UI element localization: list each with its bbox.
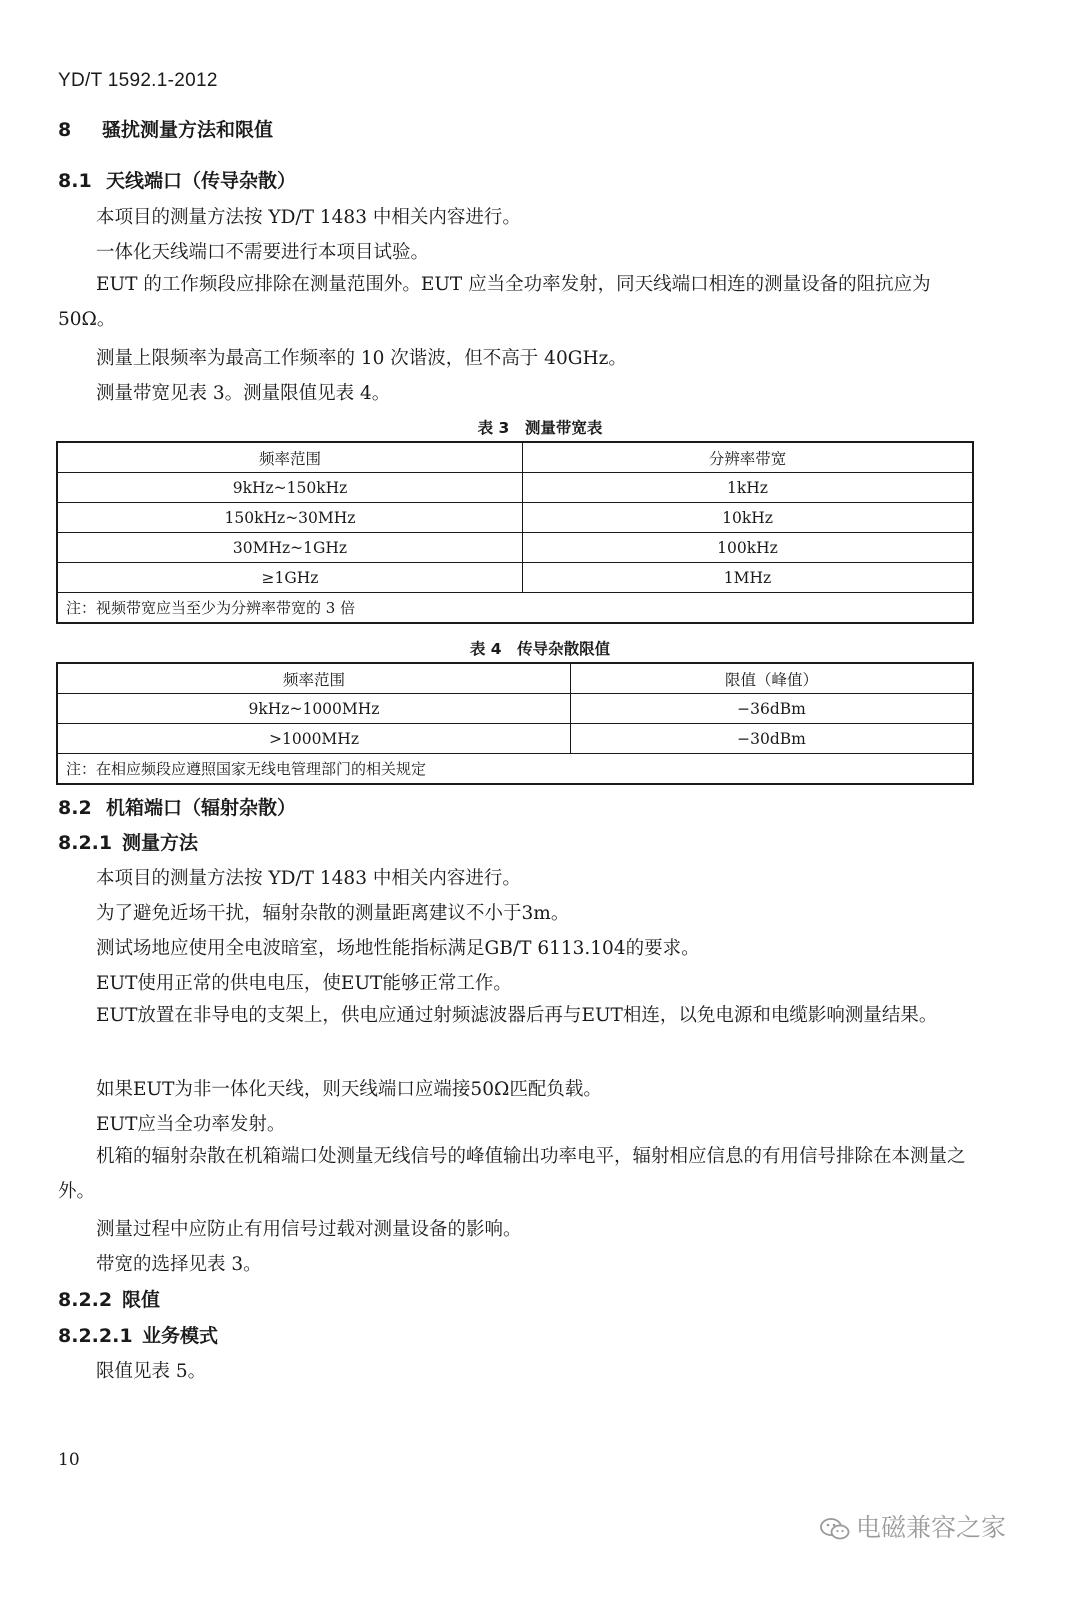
section-8-2-1-heading — [58, 828, 198, 855]
table-cell: 9kHz~1000MHz — [57, 694, 571, 724]
table-cell: 10kHz — [523, 503, 974, 533]
table-cell: 1MHz — [523, 563, 974, 593]
section-number: 8 — [58, 119, 72, 141]
table-3 — [56, 441, 974, 624]
paragraph: EUT放置在非导电的支架上，供电应通过射频滤波器后再与EUT相连，以免电源和电缆影响测量结果。 — [96, 1005, 938, 1026]
watermark — [820, 1508, 1006, 1544]
table-cell: −30dBm — [571, 724, 974, 754]
section-title: 业务模式 — [142, 1325, 219, 1347]
section-title: 骚扰测量方法和限值 — [102, 119, 274, 141]
paragraph: EUT应当全功率发射。 — [96, 1114, 286, 1135]
table-header-row — [57, 663, 973, 694]
table-header-row — [57, 442, 973, 473]
page-number: 10 — [58, 1450, 80, 1470]
paragraph: 测试场地应使用全电波暗室，场地性能指标满足GB/T 6113.104的要求。 — [96, 938, 700, 959]
paragraph: 为了避免近场干扰，辐射杂散的测量距离建议不小于3m。 — [96, 903, 570, 924]
paragraph: 本项目的测量方法按 YD/T 1483 中相关内容进行。 — [96, 868, 521, 889]
table-note-row — [57, 593, 973, 624]
paragraph: 测量带宽见表 3。测量限值见表 4。 — [96, 383, 391, 404]
section-8-1-heading — [58, 166, 296, 193]
table-cell: 30MHz~1GHz — [57, 533, 523, 563]
paragraph: 机箱的辐射杂散在机箱端口处测量无线信号的峰值输出功率电平，辐射相应信息的有用信号排除在本测量之外。 — [58, 1146, 966, 1202]
table-cell: −36dBm — [571, 694, 974, 724]
table-header-cell: 频率范围 — [57, 442, 523, 473]
section-8-2-2-heading — [58, 1285, 160, 1312]
table-cell: 1kHz — [523, 473, 974, 503]
wechat-icon — [820, 1518, 850, 1540]
table-header-cell: 频率范围 — [57, 663, 571, 694]
table-note: 注：在相应频段应遵照国家无线电管理部门的相关规定 — [57, 754, 973, 785]
section-title: 机箱端口（辐射杂散） — [106, 797, 297, 819]
section-title: 天线端口（传导杂散） — [106, 170, 297, 192]
table-4 — [56, 662, 974, 785]
section-number: 8.2 — [58, 797, 92, 819]
paragraph: 一体化天线端口不需要进行本项目试验。 — [96, 242, 430, 263]
paragraph: 本项目的测量方法按 YD/T 1483 中相关内容进行。 — [96, 207, 521, 228]
paragraph: 限值见表 5。 — [96, 1361, 207, 1382]
table-cell: >1000MHz — [57, 724, 571, 754]
section-number: 8.2.1 — [58, 832, 113, 854]
table-row — [57, 563, 973, 593]
paragraph: EUT 的工作频段应排除在测量范围外。EUT 应当全功率发射，同天线端口相连的测量设备的阻抗应为 50Ω。 — [58, 274, 931, 330]
table-3-caption: 表 3 测量带宽表 — [477, 419, 603, 437]
paragraph: 带宽的选择见表 3。 — [96, 1254, 262, 1275]
section-number: 8.2.2 — [58, 1289, 113, 1311]
table-row — [57, 473, 973, 503]
table-cell: ≥1GHz — [57, 563, 523, 593]
watermark-text: 电磁兼容之家 — [856, 1513, 1007, 1542]
standard-number: YD/T 1592.1-2012 — [58, 70, 218, 91]
section-number: 8.1 — [58, 170, 92, 192]
table-header-cell: 限值（峰值） — [571, 663, 974, 694]
paragraph: 如果EUT为非一体化天线，则天线端口应端接50Ω匹配负载。 — [96, 1079, 602, 1100]
paragraph: 测量上限频率为最高工作频率的 10 次谐波，但不高于 40GHz。 — [96, 348, 627, 369]
section-number: 8.2.2.1 — [58, 1325, 133, 1347]
section-title: 测量方法 — [122, 832, 199, 854]
paragraph: 测量过程中应防止有用信号过载对测量设备的影响。 — [96, 1219, 522, 1240]
table-note: 注：视频带宽应当至少为分辨率带宽的 3 倍 — [57, 593, 973, 624]
table-cell: 100kHz — [523, 533, 974, 563]
table-cell: 150kHz~30MHz — [57, 503, 523, 533]
section-8-2-2-1-heading — [58, 1321, 218, 1348]
section-title: 限值 — [122, 1289, 161, 1311]
table-header-cell: 分辨率带宽 — [523, 442, 974, 473]
paragraph: EUT使用正常的供电电压，使EUT能够正常工作。 — [96, 973, 512, 994]
table-4-caption: 表 4 传导杂散限值 — [469, 640, 611, 658]
table-note-row — [57, 754, 973, 785]
table-row — [57, 694, 973, 724]
section-8-2-heading — [58, 793, 296, 820]
table-cell: 9kHz~150kHz — [57, 473, 523, 503]
table-row — [57, 503, 973, 533]
section-8-heading — [58, 115, 273, 142]
table-row — [57, 533, 973, 563]
table-row — [57, 724, 973, 754]
